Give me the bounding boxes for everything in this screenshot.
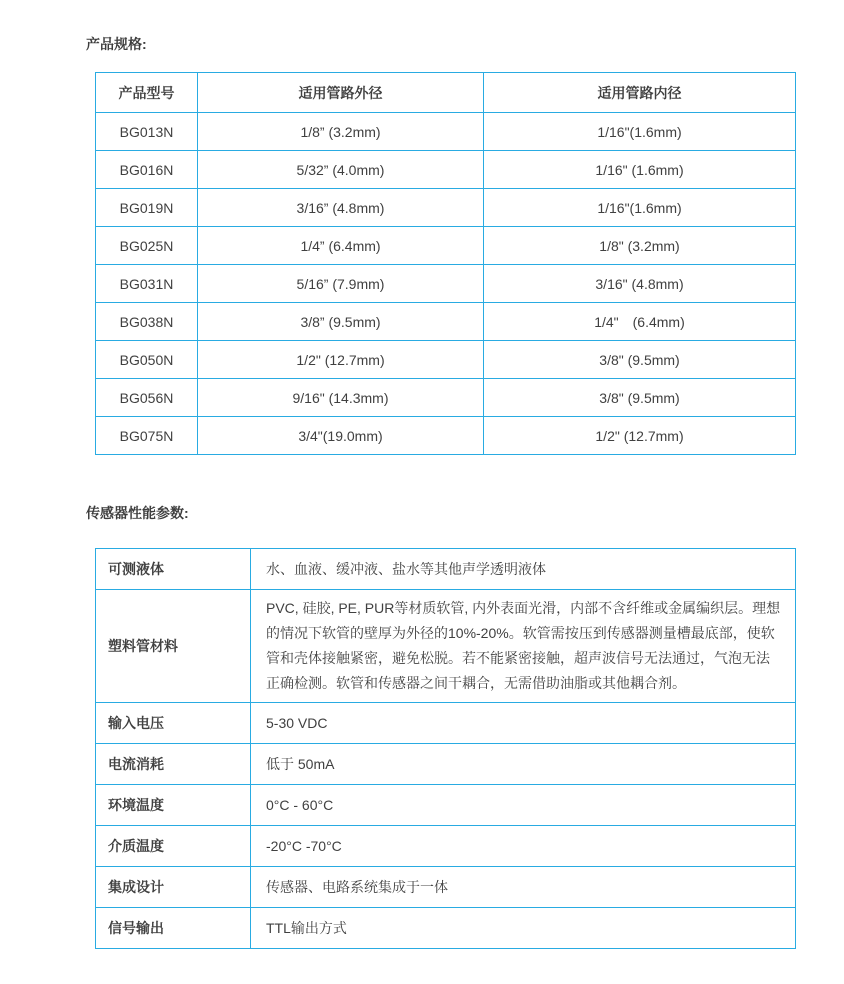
param-value: 水、血液、缓冲液、盐水等其他声学透明液体 bbox=[251, 549, 796, 590]
inner-diameter-cell: 1/4" (6.4mm) bbox=[484, 303, 796, 341]
table-row bbox=[96, 303, 796, 341]
table-row bbox=[96, 227, 796, 265]
model-cell: BG013N bbox=[96, 113, 198, 151]
outer-diameter-cell: 1/8” (3.2mm) bbox=[198, 113, 484, 151]
spec-header-row bbox=[96, 73, 796, 113]
param-label: 介质温度 bbox=[96, 826, 251, 867]
model-cell: BG025N bbox=[96, 227, 198, 265]
model-cell: BG050N bbox=[96, 341, 198, 379]
table-row bbox=[96, 744, 796, 785]
inner-diameter-cell: 3/16" (4.8mm) bbox=[484, 265, 796, 303]
param-label: 输入电压 bbox=[96, 703, 251, 744]
param-label: 集成设计 bbox=[96, 867, 251, 908]
model-cell: BG056N bbox=[96, 379, 198, 417]
table-row bbox=[96, 341, 796, 379]
model-cell: BG019N bbox=[96, 189, 198, 227]
param-value: -20°C -70°C bbox=[251, 826, 796, 867]
table-row bbox=[96, 590, 796, 703]
inner-diameter-cell: 1/16"(1.6mm) bbox=[484, 189, 796, 227]
inner-diameter-cell: 3/8" (9.5mm) bbox=[484, 341, 796, 379]
table-row bbox=[96, 785, 796, 826]
outer-diameter-cell: 1/2" (12.7mm) bbox=[198, 341, 484, 379]
param-label: 信号输出 bbox=[96, 908, 251, 949]
inner-diameter-cell: 1/2" (12.7mm) bbox=[484, 417, 796, 455]
param-value: 传感器、电路系统集成于一体 bbox=[251, 867, 796, 908]
param-value: 低于 50mA bbox=[251, 744, 796, 785]
table-row bbox=[96, 189, 796, 227]
param-value: PVC, 硅胶, PE, PUR等材质软管, 内外表面光滑，内部不含纤维或金属编织层。理想的情况下软管的壁厚为外径的10%-20%。软管需按压到传感器测量槽最底部，使软管和壳体接触紧密，避免松脱。若不能紧密接触，超声波信号无法通过，气泡无法正确检测。软管和传感器之间干耦合，无需借助油脂或其他耦合剂。 bbox=[251, 590, 796, 703]
inner-diameter-cell: 1/16"(1.6mm) bbox=[484, 113, 796, 151]
section-title-sensor-params: 传感器性能参数: bbox=[86, 505, 189, 521]
model-cell: BG075N bbox=[96, 417, 198, 455]
param-label: 环境温度 bbox=[96, 785, 251, 826]
param-value: TTL输出方式 bbox=[251, 908, 796, 949]
outer-diameter-cell: 5/16” (7.9mm) bbox=[198, 265, 484, 303]
param-value: 5-30 VDC bbox=[251, 703, 796, 744]
product-spec-table bbox=[95, 72, 796, 455]
table-row bbox=[96, 113, 796, 151]
section-title-product-specs: 产品规格: bbox=[86, 36, 147, 52]
inner-diameter-cell: 1/8" (3.2mm) bbox=[484, 227, 796, 265]
outer-diameter-cell: 3/8” (9.5mm) bbox=[198, 303, 484, 341]
outer-diameter-cell: 3/4"(19.0mm) bbox=[198, 417, 484, 455]
param-value: 0°C - 60°C bbox=[251, 785, 796, 826]
param-label: 电流消耗 bbox=[96, 744, 251, 785]
table-row bbox=[96, 549, 796, 590]
model-cell: BG031N bbox=[96, 265, 198, 303]
outer-diameter-cell: 5/32” (4.0mm) bbox=[198, 151, 484, 189]
param-label: 塑料管材料 bbox=[96, 590, 251, 703]
table-row bbox=[96, 703, 796, 744]
outer-diameter-cell: 3/16” (4.8mm) bbox=[198, 189, 484, 227]
outer-diameter-cell: 1/4” (6.4mm) bbox=[198, 227, 484, 265]
sensor-params-table bbox=[95, 548, 796, 949]
model-cell: BG016N bbox=[96, 151, 198, 189]
table-row bbox=[96, 265, 796, 303]
table-row bbox=[96, 379, 796, 417]
table-row bbox=[96, 151, 796, 189]
table-row bbox=[96, 908, 796, 949]
inner-diameter-cell: 3/8" (9.5mm) bbox=[484, 379, 796, 417]
param-label: 可测液体 bbox=[96, 549, 251, 590]
table-row bbox=[96, 867, 796, 908]
table-row bbox=[96, 826, 796, 867]
col-header-inner-diameter: 适用管路内径 bbox=[484, 73, 796, 113]
col-header-outer-diameter: 适用管路外径 bbox=[198, 73, 484, 113]
col-header-model: 产品型号 bbox=[96, 73, 198, 113]
inner-diameter-cell: 1/16" (1.6mm) bbox=[484, 151, 796, 189]
model-cell: BG038N bbox=[96, 303, 198, 341]
outer-diameter-cell: 9/16" (14.3mm) bbox=[198, 379, 484, 417]
table-row bbox=[96, 417, 796, 455]
